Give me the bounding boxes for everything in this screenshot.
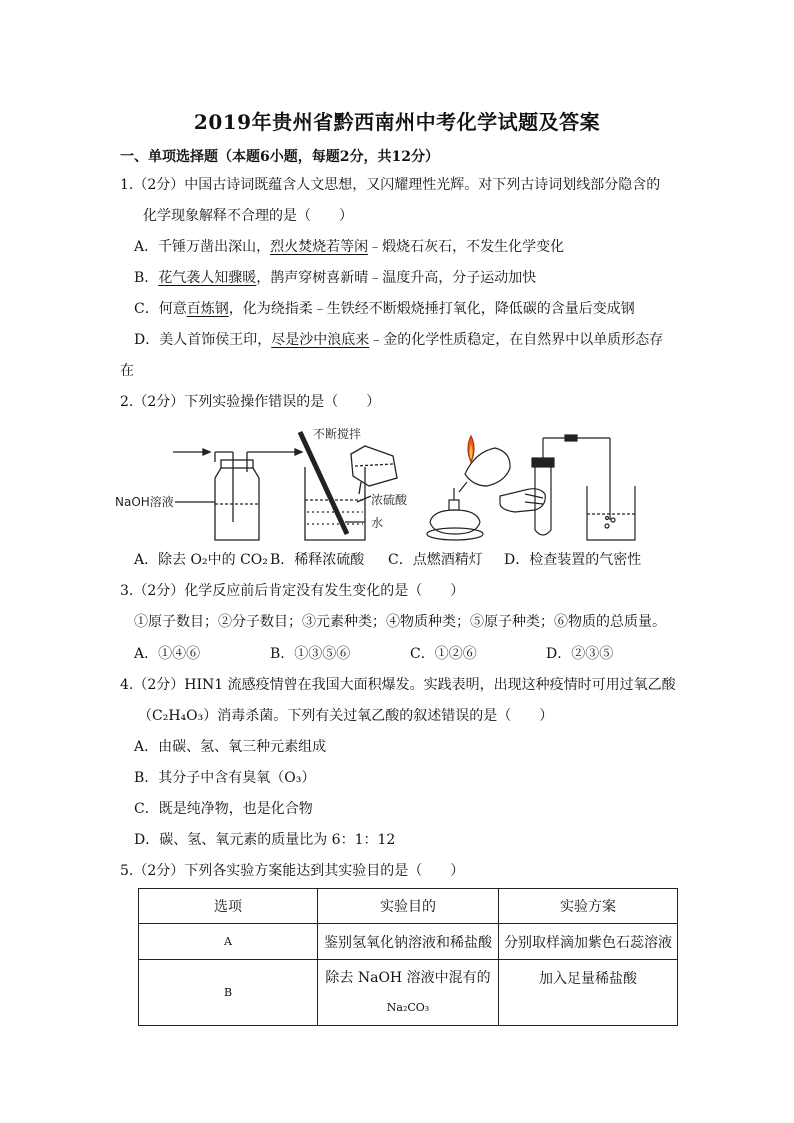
header-option: 选项 xyxy=(139,889,318,924)
q3-items: ①原子数目；②分子数目；③元素种类；④物质种类；⑤原子种类；⑥物质的总质量。 xyxy=(134,614,666,630)
row-b-plan: 加入足量稀盐酸 xyxy=(499,960,678,1026)
q2-experiment-figures xyxy=(115,422,655,547)
alcohol-lamp-figure xyxy=(427,436,510,540)
gas-washing-bottle-figure xyxy=(173,449,302,540)
q1-option-b xyxy=(134,269,536,287)
concentrated-acid-label: 浓硫酸 xyxy=(371,493,408,507)
q1-option-c-prefix: C．何意 xyxy=(134,301,187,317)
stir-label: 不断搅拌 xyxy=(313,427,362,441)
q3-options xyxy=(134,645,613,663)
page-title: 2019年贵州省黔西南州中考化学试题及答案 xyxy=(193,110,601,134)
q1-option-b-explanation: ，鹊声穿树喜新晴﹣温度升高，分子运动加快 xyxy=(256,270,537,286)
q4-option-b: B．其分子中含有臭氧（O₃） xyxy=(134,770,316,786)
q1-option-a-underlined: 烈火焚烧若等闲 xyxy=(270,239,369,255)
row-b-option: B xyxy=(139,960,318,1026)
q2-options xyxy=(134,551,641,569)
row-a-goal: 鉴别氢氧化钠溶液和稀盐酸 xyxy=(318,924,499,960)
q1-option-b-prefix: B． xyxy=(134,270,159,286)
header-plan: 实验方案 xyxy=(499,889,678,924)
q4-option-a: A．由碳、氢、氧三种元素组成 xyxy=(134,739,327,755)
q4-option-c: C．既是纯净物，也是化合物 xyxy=(134,801,313,817)
row-b-goal-line1: 除去 NaOH 溶液中混有的 xyxy=(325,969,491,986)
q3-option-c: C．①②⑥ xyxy=(410,646,477,662)
header-goal: 实验目的 xyxy=(318,889,499,924)
water-label: 水 xyxy=(371,516,384,530)
q1-option-a xyxy=(134,238,564,256)
q2-option-b: B．稀释浓硫酸 xyxy=(270,552,365,568)
q1-option-d-explanation: ﹣金的化学性质稳定，在自然界中以单质形态存 xyxy=(369,332,664,348)
row-a-plan: 分别取样滴加紫色石蕊溶液 xyxy=(499,924,678,960)
row-b-goal-line2: Na₂CO₃ xyxy=(386,1000,430,1014)
q5-table xyxy=(138,888,678,1026)
q3-option-a: A．①④⑥ xyxy=(134,646,201,662)
table-header-row xyxy=(139,889,678,924)
row-b-goal xyxy=(318,960,499,1026)
q1-option-d-prefix: D．美人首饰侯王印， xyxy=(134,332,272,348)
q3-option-b: B．①③⑤⑥ xyxy=(270,646,351,662)
q1-option-b-underlined: 花气袭人知骤暖 xyxy=(158,270,257,286)
q1-option-d xyxy=(134,331,663,349)
q1-option-d-underlined: 尽是沙中浪底来 xyxy=(271,332,370,348)
airtightness-figure xyxy=(500,435,635,540)
q2-stem: 2.（2分）下列实验操作错误的是（ ） xyxy=(120,394,381,410)
section-heading: 一、单项选择题（本题6小题，每题2分，共12分） xyxy=(120,149,439,165)
naoh-solution-label: NaOH溶液 xyxy=(115,495,174,509)
q2-option-c: C．点燃酒精灯 xyxy=(388,552,483,568)
q2-option-a: A．除去 O₂中的 CO₂ xyxy=(134,552,268,568)
q4-stem-line1: 4.（2分）HIN1 流感疫情曾在我国大面积爆发。实践表明，出现这种疫情时可用过氧乙酸 xyxy=(120,677,676,693)
q2-option-d: D．检查装置的气密性 xyxy=(504,552,642,568)
q1-stem-line2: 化学现象解释不合理的是（ ） xyxy=(143,208,353,224)
row-a-option: A xyxy=(139,924,318,960)
q4-stem-line2: （C₂H₄O₃）消毒杀菌。下列有关过氧乙酸的叙述错误的是（ ） xyxy=(138,708,554,724)
q1-option-c xyxy=(134,300,635,318)
q4-option-d: D．碳、氢、氧元素的质量比为 6：1：12 xyxy=(134,832,396,848)
q5-stem: 5.（2分）下列各实验方案能达到其实验目的是（ ） xyxy=(120,863,465,879)
q3-option-d: D．②③⑤ xyxy=(546,646,614,662)
table-row xyxy=(139,960,678,1026)
q1-stem-line1: 1.（2分）中国古诗词既蕴含人文思想，又闪耀理性光辉。对下列古诗词划线部分隐含的 xyxy=(120,177,661,193)
table-row xyxy=(139,924,678,960)
q1-option-d-continued: 在 xyxy=(120,363,134,379)
q1-option-a-explanation: ﹣煅烧石灰石，不发生化学变化 xyxy=(368,239,565,255)
q1-option-a-prefix: A．千锤万凿出深山， xyxy=(134,239,271,255)
q1-option-c-explanation: ，化为绕指柔﹣生铁经不断煅烧捶打氧化，降低碳的含量后变成钢 xyxy=(228,301,635,317)
q3-stem: 3.（2分）化学反应前后肯定没有发生变化的是（ ） xyxy=(120,583,465,599)
q1-option-c-underlined: 百炼钢 xyxy=(186,301,229,317)
